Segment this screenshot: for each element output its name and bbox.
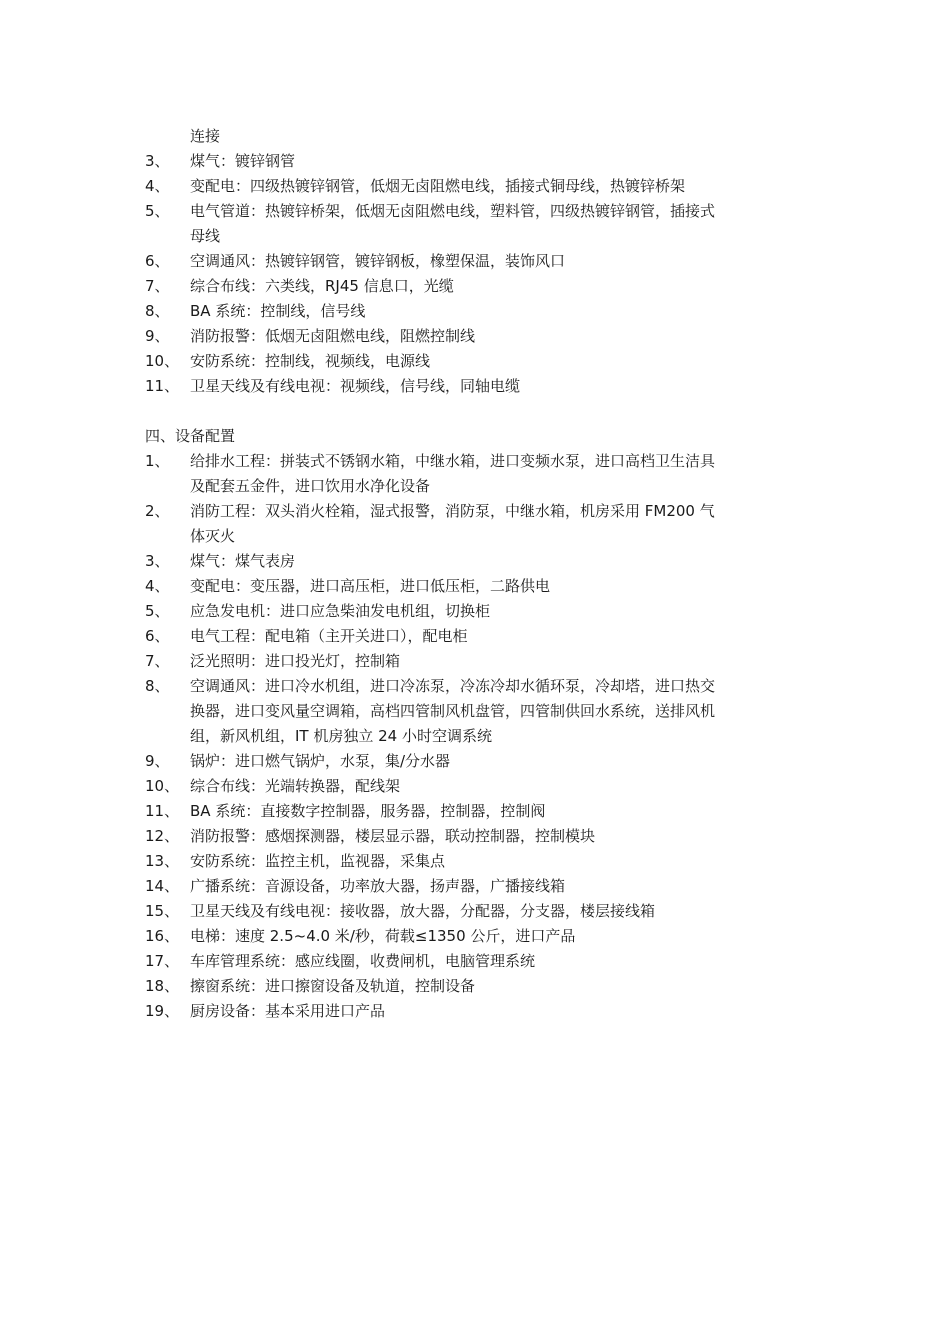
list-item (145, 799, 815, 824)
list-item-line: 广播系统：音源设备，功率放大器，扬声器，广播接线箱 (190, 877, 566, 895)
list-item-number: 13、 (145, 852, 180, 870)
list-item-line: 体灭火 (190, 527, 236, 545)
list-item-number: 11、 (145, 377, 180, 395)
list-item-text (190, 149, 815, 174)
list-item-line: 综合布线：光端转换器，配线架 (190, 777, 401, 795)
list-item (145, 849, 815, 874)
list-item-number: 3、 (145, 152, 170, 170)
list-item-line: 厨房设备：基本采用进口产品 (190, 1002, 386, 1020)
list-item-line: 母线 (190, 227, 221, 245)
list-item-number: 7、 (145, 652, 170, 670)
list-item (145, 599, 815, 624)
list-item-text (190, 324, 815, 349)
list-item-number: 16、 (145, 927, 180, 945)
list-item-line: 车库管理系统：感应线圈，收费闸机，电脑管理系统 (190, 952, 536, 970)
list-item-line: 煤气：镀锌钢管 (190, 152, 296, 170)
list-item-number: 2、 (145, 502, 170, 520)
list-item (145, 649, 815, 674)
list-item-text (190, 799, 815, 824)
list-item-number: 3、 (145, 552, 170, 570)
list-item-line: 电气管道：热镀锌桥架，低烟无卤阻燃电线，塑料管，四级热镀锌钢管，插接式 (190, 202, 716, 220)
list-item-text (190, 299, 815, 324)
list-item (145, 299, 815, 324)
list-item-line: 卫星天线及有线电视：接收器，放大器，分配器，分支器，楼层接线箱 (190, 902, 656, 920)
list-item (145, 174, 815, 199)
list-item-line: 空调通风：热镀锌钢管，镀锌钢板，橡塑保温，装饰风口 (190, 252, 566, 270)
list-item-text (190, 274, 815, 299)
list-item (145, 924, 815, 949)
equipment-list (145, 449, 815, 1024)
list-item-number: 17、 (145, 952, 180, 970)
list-item (145, 974, 815, 999)
document-body (145, 124, 815, 1024)
list-item-text (190, 999, 815, 1024)
list-item-number: 12、 (145, 827, 180, 845)
list-item-line: 及配套五金件，进口饮用水净化设备 (190, 477, 431, 495)
list-item-text (190, 249, 815, 274)
list-item-number: 5、 (145, 202, 170, 220)
list-item-text (190, 499, 815, 549)
list-item-number: 19、 (145, 1002, 180, 1020)
list-item-line: 组，新风机组，IT 机房独立 24 小时空调系统 (190, 727, 492, 745)
list-item-text (190, 449, 815, 499)
list-item-number: 9、 (145, 327, 170, 345)
list-item (145, 374, 815, 399)
list-item-text (190, 874, 815, 899)
list-item-number: 10、 (145, 777, 180, 795)
list-item-number: 5、 (145, 602, 170, 620)
list-item (145, 449, 815, 499)
list-item-number: 9、 (145, 752, 170, 770)
list-item-number: 6、 (145, 627, 170, 645)
list-item-text (190, 199, 815, 249)
list-item-line: 电气工程：配电箱（主开关进口），配电柜 (190, 627, 468, 645)
list-item (145, 249, 815, 274)
list-item-line: 消防报警：低烟无卤阻燃电线，阻燃控制线 (190, 327, 476, 345)
list-item (145, 899, 815, 924)
list-item-line: 给排水工程：拼装式不锈钢水箱，中继水箱，进口变频水泵，进口高档卫生洁具 (190, 452, 716, 470)
list-item-line: 应急发电机：进口应急柴油发电机组，切换柜 (190, 602, 491, 620)
list-item-line: BA 系统：直接数字控制器，服务器，控制器，控制阀 (190, 802, 546, 820)
list-item-text (190, 674, 815, 749)
list-item (145, 274, 815, 299)
list-item-text (190, 749, 815, 774)
materials-list (145, 149, 815, 399)
list-item-text (190, 924, 815, 949)
list-item-line: 消防工程：双头消火栓箱，湿式报警，消防泵，中继水箱，机房采用 FM200 气 (190, 502, 715, 520)
list-item (145, 674, 815, 749)
list-item-number: 6、 (145, 252, 170, 270)
list-item-line: 变配电：四级热镀锌钢管，低烟无卤阻燃电线，插接式铜母线，热镀锌桥架 (190, 177, 686, 195)
section-spacer (145, 399, 815, 424)
list-item-line: 空调通风：进口冷水机组，进口冷冻泵，冷冻冷却水循环泵，冷却塔，进口热交 (190, 677, 716, 695)
list-item-line: 变配电：变压器，进口高压柜，进口低压柜，二路供电 (190, 577, 551, 595)
list-item (145, 149, 815, 174)
list-item-line: 煤气：煤气表房 (190, 552, 296, 570)
list-item-text (190, 824, 815, 849)
list-item-number: 7、 (145, 277, 170, 295)
list-item-number: 1、 (145, 452, 170, 470)
list-item (145, 624, 815, 649)
list-item-line: 卫星天线及有线电视：视频线，信号线，同轴电缆 (190, 377, 521, 395)
list-item (145, 574, 815, 599)
list-item-text (190, 574, 815, 599)
list-item (145, 349, 815, 374)
list-item (145, 999, 815, 1024)
list-item (145, 874, 815, 899)
list-item (145, 749, 815, 774)
list-item-line: 泛光照明：进口投光灯，控制箱 (190, 652, 401, 670)
list-item-line: 安防系统：监控主机，监视器，采集点 (190, 852, 446, 870)
list-item-line: BA 系统：控制线，信号线 (190, 302, 366, 320)
list-item-text (190, 774, 815, 799)
list-item-number: 4、 (145, 177, 170, 195)
list-item-text (190, 624, 815, 649)
list-item-line: 换器，进口变风量空调箱，高档四管制风机盘管，四管制供回水系统，送排风机 (190, 702, 716, 720)
list-item (145, 774, 815, 799)
list-item-text (190, 974, 815, 999)
list-item (145, 824, 815, 849)
list-item-text (190, 649, 815, 674)
list-item (145, 499, 815, 549)
list-item-number: 11、 (145, 802, 180, 820)
list-item (145, 949, 815, 974)
list-item-line: 锅炉：进口燃气锅炉，水泵，集/分水器 (190, 752, 451, 770)
section-heading: 四、设备配置 (145, 427, 236, 445)
list-item-line: 综合布线：六类线，RJ45 信息口，光缆 (190, 277, 454, 295)
list-item-text (190, 549, 815, 574)
list-item-number: 4、 (145, 577, 170, 595)
list-item-text (190, 849, 815, 874)
list-item-line: 安防系统：控制线，视频线，电源线 (190, 352, 431, 370)
list-item-line: 消防报警：感烟探测器，楼层显示器，联动控制器，控制模块 (190, 827, 596, 845)
list-item-text (190, 949, 815, 974)
list-item (145, 549, 815, 574)
list-item-number: 10、 (145, 352, 180, 370)
list-item-line: 擦窗系统：进口擦窗设备及轨道，控制设备 (190, 977, 476, 995)
list-item-text (190, 174, 815, 199)
list-item-text (190, 599, 815, 624)
continuation-text: 连接 (190, 127, 221, 145)
list-item-number: 18、 (145, 977, 180, 995)
list-item-number: 8、 (145, 302, 170, 320)
list-item (145, 199, 815, 249)
list-item-number: 8、 (145, 677, 170, 695)
list-item-text (190, 374, 815, 399)
list-item-number: 15、 (145, 902, 180, 920)
list-item-text (190, 899, 815, 924)
list-item-number: 14、 (145, 877, 180, 895)
list-item-text (190, 349, 815, 374)
list-item-line: 电梯：速度 2.5~4.0 米/秒，荷载≤1350 公斤，进口产品 (190, 927, 576, 945)
list-item (145, 324, 815, 349)
